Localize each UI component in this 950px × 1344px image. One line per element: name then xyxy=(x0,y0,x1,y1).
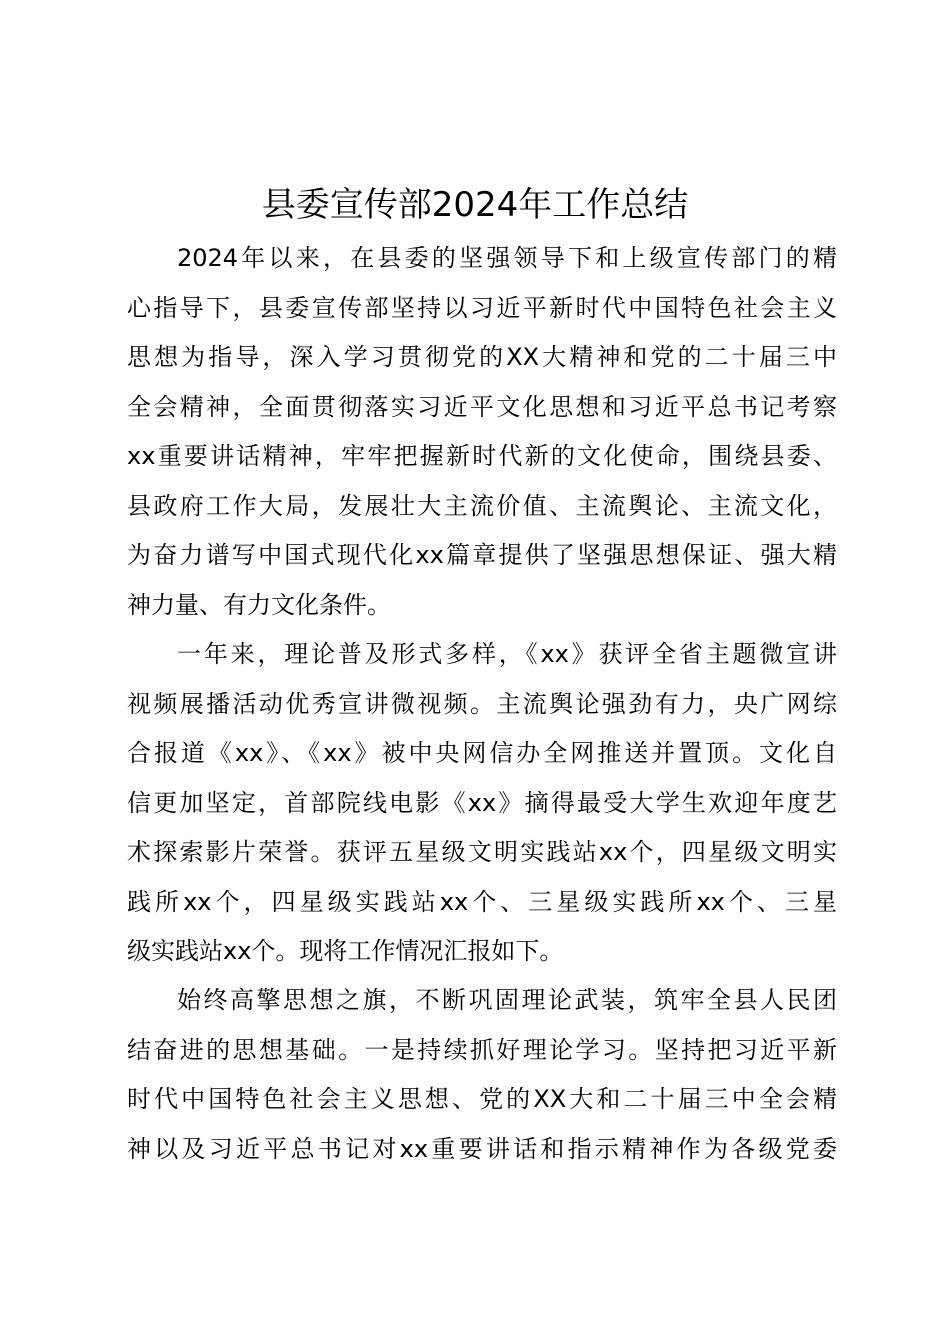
paragraph-line: 县政府工作大局，发展壮大主流价值、主流舆论、主流文化， xyxy=(127,491,837,520)
paragraph-line: 一年来，理论普及形式多样，《xx》获评全省主题微宣讲 xyxy=(177,640,837,668)
paragraph-line: 践所xx个，四星级实践站xx个、三星级实践所xx个、三星 xyxy=(127,887,837,916)
paragraph-line: 信更加坚定，首部院线电影《xx》摘得最受大学生欢迎年度艺 xyxy=(127,788,837,817)
paragraph-line: 视频展播活动优秀宣讲微视频。主流舆论强劲有力，央广网综 xyxy=(127,689,837,718)
paragraph-line: 术探索影片荣誉。获评五星级文明实践站xx个，四星级文明实 xyxy=(127,838,837,866)
paragraph-line: 级实践站xx个。现将工作情况汇报如下。 xyxy=(127,937,564,965)
paragraph-achievements xyxy=(127,630,837,977)
paragraph-line: 心指导下，县委宣传部坚持以习近平新时代中国特色社会主义 xyxy=(127,293,837,322)
paragraph-line: 思想为指导，深入学习贯彻党的XX大精神和党的二十届三中 xyxy=(127,343,837,371)
paragraph-line: 神以及习近平总书记对xx重要讲话和指示精神作为各级党委 xyxy=(127,1134,837,1163)
paragraph-theory xyxy=(127,976,837,1174)
document-title: 县委宣传部2024年工作总结 xyxy=(261,185,689,225)
paragraph-line: 全会精神，全面贯彻落实习近平文化思想和习近平总书记考察 xyxy=(127,392,837,421)
paragraph-line: 合报道《xx》、《xx》被中央网信办全网推送并置顶。文化自 xyxy=(127,739,837,767)
paragraph-intro xyxy=(127,234,837,630)
paragraph-line: 神力量、有力文化条件。 xyxy=(127,590,391,619)
paragraph-line: 始终高擎思想之旗，不断巩固理论武装，筑牢全县人民团 xyxy=(177,986,837,1014)
paragraph-line: xx重要讲话精神，牢牢把握新时代新的文化使命，围绕县委、 xyxy=(127,442,837,470)
paragraph-line: 为奋力谱写中国式现代化xx篇章提供了坚强思想保证、强大精 xyxy=(127,541,837,569)
paragraph-line: 结奋进的思想基础。一是持续抓好理论学习。坚持把习近平新 xyxy=(127,1035,837,1064)
paragraph-line: 时代中国特色社会主义思想、党的XX大和二十届三中全会精 xyxy=(127,1085,837,1113)
paragraph-line: 2024年以来，在县委的坚强领导下和上级宣传部门的精 xyxy=(177,244,837,272)
